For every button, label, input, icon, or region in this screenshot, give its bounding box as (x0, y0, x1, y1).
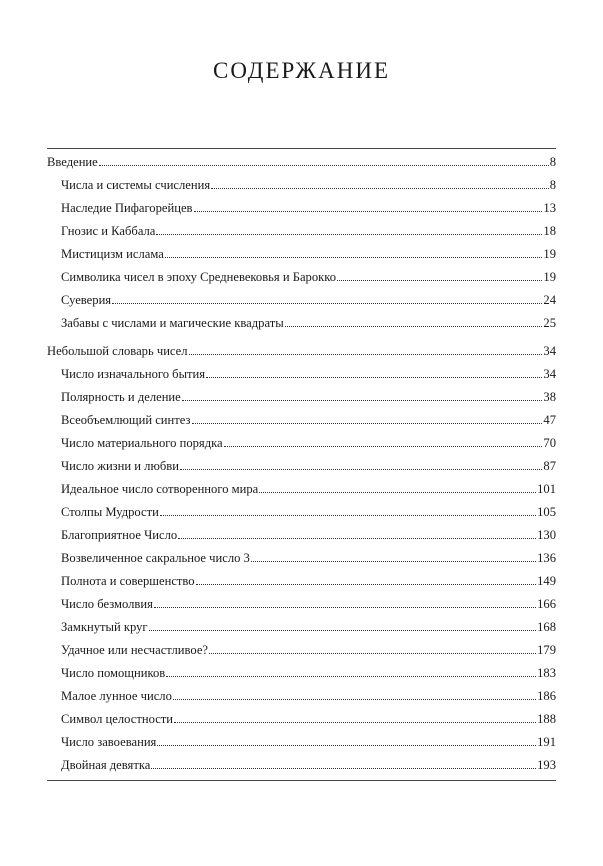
toc-entry-label: Возвеличенное сакральное число 3 (61, 551, 250, 565)
toc-entry-label: Малое лунное число (61, 689, 172, 703)
toc-entry-label: Числа и системы счисления (61, 178, 211, 192)
toc-entry[interactable] (61, 593, 556, 611)
dot-leader (259, 491, 536, 493)
toc-entry[interactable] (61, 386, 556, 404)
toc-entry[interactable] (61, 220, 556, 238)
toc-entry-label: Символ целостности (61, 712, 174, 726)
toc-page-number: 188 (537, 712, 556, 726)
toc-page-number: 191 (537, 735, 556, 749)
dot-leader (285, 325, 543, 327)
dot-leader (180, 468, 542, 470)
toc-entry[interactable] (61, 409, 556, 427)
toc-entry[interactable] (61, 524, 556, 542)
toc-entry-label: Забавы с числами и магические квадраты (61, 316, 284, 330)
dot-leader (251, 560, 536, 562)
toc-entry-label: Число помощников (61, 666, 166, 680)
toc-page-number: 183 (537, 666, 556, 680)
dot-leader (149, 629, 537, 631)
dot-leader (99, 164, 549, 166)
toc-entry[interactable] (61, 731, 556, 749)
dot-leader (224, 445, 543, 447)
toc-entry-label: Число изначального бытия (61, 367, 206, 381)
toc-page-number: 18 (543, 224, 556, 238)
toc-entry-label: Суеверия (61, 293, 112, 307)
dot-leader (174, 721, 536, 723)
toc-entry[interactable] (61, 616, 556, 634)
toc-page-number: 13 (543, 201, 556, 215)
page-title: СОДЕРЖАНИЕ (212, 58, 390, 83)
toc-entry[interactable] (61, 662, 556, 680)
toc-page-number: 38 (543, 390, 556, 404)
dot-leader (209, 652, 536, 654)
toc-entry[interactable] (61, 708, 556, 726)
toc-page-number: 101 (537, 482, 556, 496)
top-rule (47, 148, 556, 149)
toc-entry[interactable] (61, 312, 556, 330)
toc-entry[interactable] (61, 174, 556, 192)
toc-page-number: 19 (543, 270, 556, 284)
dot-leader (192, 422, 543, 424)
toc-entry-label: Число жизни и любви (61, 459, 179, 473)
toc-page-number: 130 (537, 528, 556, 542)
toc-entry[interactable] (61, 243, 556, 261)
dot-leader (206, 376, 542, 378)
toc-page-number: 168 (537, 620, 556, 634)
dot-leader (189, 353, 543, 355)
toc-entry-label: Наследие Пифагорейцев (61, 201, 193, 215)
toc-entry-label: Идеальное число сотворенного мира (61, 482, 259, 496)
dot-leader (194, 210, 543, 212)
toc-entry-label: Благоприятное Число (61, 528, 178, 542)
toc-page-number: 8 (549, 178, 556, 192)
toc-page-number: 166 (537, 597, 556, 611)
toc-entry-label: Гнозис и Каббала (61, 224, 156, 238)
toc-entry-label: Всеобъемлющий синтез (61, 413, 191, 427)
dot-leader (160, 514, 536, 516)
dot-leader (157, 744, 536, 746)
toc-section-introduction[interactable] (47, 151, 556, 169)
toc-entry[interactable] (61, 754, 556, 772)
dot-leader (337, 279, 542, 281)
toc-entry-label: Удачное или несчастливое? (61, 643, 209, 657)
dot-leader (156, 233, 542, 235)
toc-entry[interactable] (61, 639, 556, 657)
dot-leader (182, 399, 543, 401)
dot-leader (178, 537, 536, 539)
toc-page-number: 105 (537, 505, 556, 519)
toc-page-number: 193 (537, 758, 556, 772)
toc-page-number: 34 (543, 344, 556, 358)
toc-entry-label: Столпы Мудрости (61, 505, 159, 519)
toc-page-number: 34 (543, 367, 556, 381)
toc-entry[interactable] (61, 547, 556, 565)
dot-leader (151, 767, 536, 769)
toc-entry[interactable] (61, 197, 556, 215)
toc-entry-label: Число завоевания (61, 735, 157, 749)
toc-entry-label: Число материального порядка (61, 436, 223, 450)
toc-entry[interactable] (61, 266, 556, 284)
toc-entry[interactable] (61, 363, 556, 381)
toc-page-number: 70 (543, 436, 556, 450)
dot-leader (211, 187, 549, 189)
toc-entry[interactable] (61, 478, 556, 496)
dot-leader (173, 698, 536, 700)
toc-page-number: 24 (543, 293, 556, 307)
toc-entry[interactable] (61, 432, 556, 450)
toc-entry-label: Небольшой словарь чисел (47, 344, 188, 358)
toc-page-number: 186 (537, 689, 556, 703)
toc-entry-label: Мистицизм ислама (61, 247, 164, 261)
toc-page-number: 87 (543, 459, 556, 473)
dot-leader (154, 606, 536, 608)
dot-leader (112, 302, 542, 304)
toc-page-number: 149 (537, 574, 556, 588)
toc-entry[interactable] (61, 455, 556, 473)
toc-entry-label: Двойная девятка (61, 758, 151, 772)
toc-entry[interactable] (61, 685, 556, 703)
toc-entry[interactable] (61, 501, 556, 519)
toc-entry-label: Полнота и совершенство (61, 574, 195, 588)
toc-entry-label: Число безмолвия (61, 597, 153, 611)
toc-page-number: 8 (549, 155, 556, 169)
toc-page-number: 179 (537, 643, 556, 657)
toc-page-number: 47 (543, 413, 556, 427)
toc-entry-label: Полярность и деление (61, 390, 181, 404)
toc-entry-label: Введение (47, 155, 98, 169)
toc-entry[interactable] (61, 289, 556, 307)
dot-leader (196, 583, 537, 585)
toc-entry[interactable] (61, 570, 556, 588)
toc-page-number: 25 (543, 316, 556, 330)
dot-leader (165, 256, 543, 258)
toc-entry-label: Замкнутый круг (61, 620, 148, 634)
toc-section-dictionary[interactable] (47, 340, 556, 358)
toc-page-number: 19 (543, 247, 556, 261)
dot-leader (166, 675, 536, 677)
bottom-rule (47, 780, 556, 781)
toc-page-number: 136 (537, 551, 556, 565)
toc-entry-label: Символика чисел в эпоху Средневековья и Барокко (61, 270, 337, 284)
